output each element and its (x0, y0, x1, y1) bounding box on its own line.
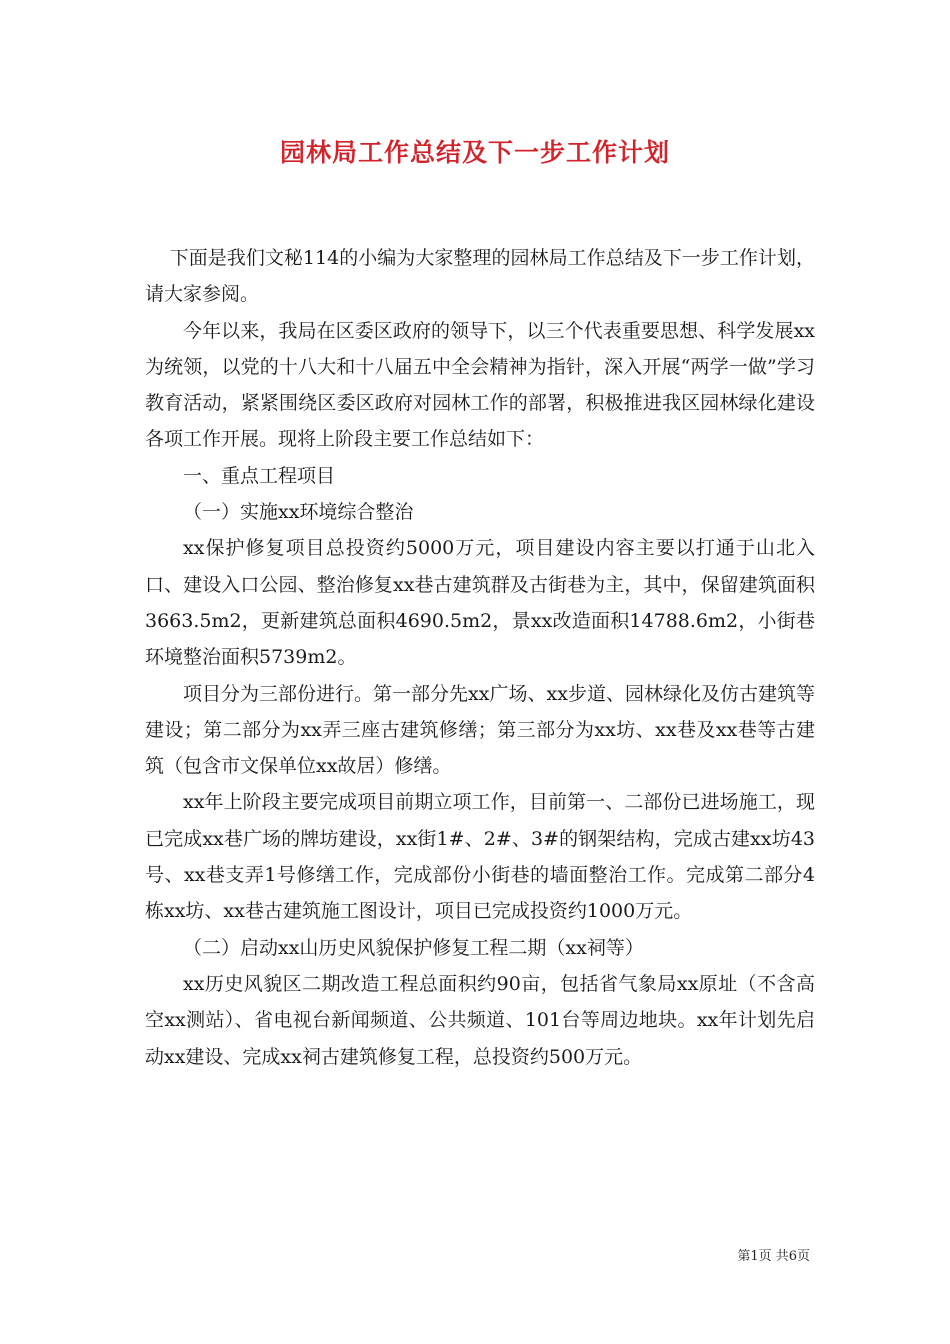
page-title: 园林局工作总结及下一步工作计划 (279, 138, 670, 167)
document-body (145, 240, 815, 1075)
page-number: 第1页 共6页 (737, 1249, 810, 1264)
section-heading: 一、重点工程项目 (183, 464, 336, 487)
subsection-heading: （二）启动xx山历史风貌保护修复工程二期（xx祠等） (183, 936, 644, 959)
summary-paragraph: 今年以来，我局在区委区政府的领导下，以三个代表重要思想、科学发展xx为统领，以党的十八大和十八届五中全会精神为指针，深入开展“两学一做”学习教育活动，紧紧围绕区委区政府对园林工作的部署，积极推进我区园林绿化建设各项工作开展。现将上阶段主要工作总结如下： (145, 319, 815, 451)
body-paragraph: xx历史风貌区二期改造工程总面积约90亩，包括省气象局xx原址（不含高空xx测站）、省电视台新闻频道、公共频道、101台等周边地块。xx年计划先启动xx建设、完成xx祠古建筑修复工程，总投资约500万元。 (145, 972, 815, 1068)
body-paragraph: xx年上阶段主要完成项目前期立项工作，目前第一、二部份已进场施工，现已完成xx巷广场的牌坊建设，xx街1#、2#、3#的钢架结构，完成古建xx坊43号、xx巷支弄1号修缮工作，完成部份小街巷的墙面整治工作。完成第二部分4栋xx坊、xx巷古建筑施工图设计，项目已完成投资约1000万元。 (145, 791, 815, 923)
body-paragraph: 项目分为三部份进行。第一部分先xx广场、xx步道、园林绿化及仿古建筑等建设；第二部分为xx弄三座古建筑修缮；第三部分为xx坊、xx巷及xx巷等古建筑（包含市文保单位xx故居）修缮。 (145, 682, 815, 778)
body-paragraph: xx保护修复项目总投资约5000万元，项目建设内容主要以打通于山北入口、建设入口公园、整治修复xx巷古建筑群及古街巷为主，其中，保留建筑面积3663.5m2，更新建筑总面积4690.5m2，景xx改造面积14788.6m2，小街巷环境整治面积5739m2。 (145, 537, 815, 669)
intro-paragraph: 下面是我们文秘114的小编为大家整理的园林局工作总结及下一步工作计划，请大家参阅。 (145, 247, 815, 306)
subsection-heading: （一）实施xx环境综合整治 (183, 501, 414, 524)
